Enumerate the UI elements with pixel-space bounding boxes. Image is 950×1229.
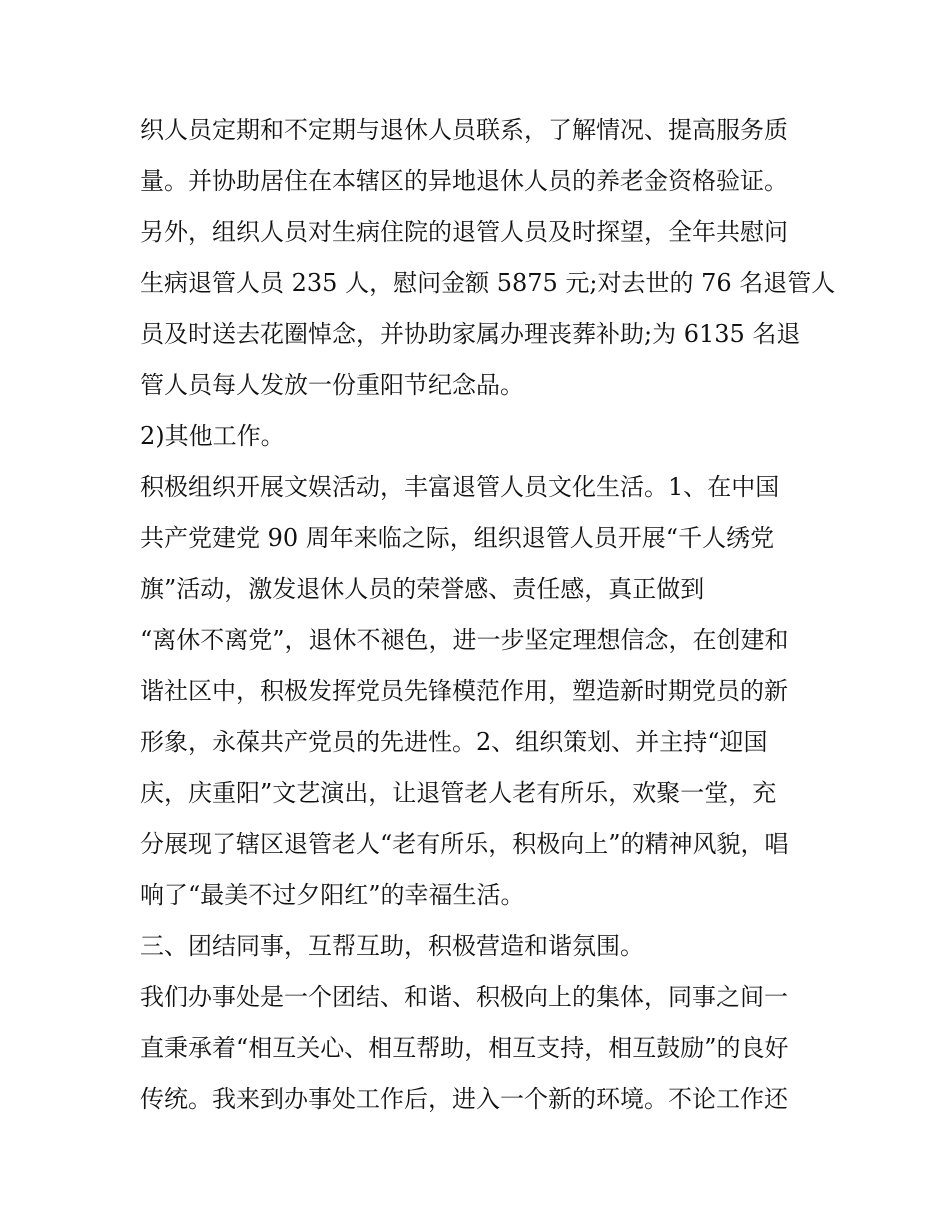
text-line-5: 员及时送去花圈悼念，并协助家属办理丧葬补助;为 6135 名退 bbox=[140, 320, 801, 348]
text-line-10: 旗”活动，激发退休人员的荣誉感、责任感，真正做到 bbox=[140, 575, 705, 603]
text-line-2: 量。并协助居住在本辖区的异地退休人员的养老金资格验证。 bbox=[140, 167, 788, 195]
text-line-18: 我们办事处是一个团结、和谐、积极向上的集体，同事之间一 bbox=[140, 983, 788, 1011]
text-line-6: 管人员每人发放一份重阳节纪念品。 bbox=[140, 371, 524, 399]
text-line-20: 传统。我来到办事处工作后，进入一个新的环境。不论工作还 bbox=[140, 1085, 788, 1113]
text-line-1: 织人员定期和不定期与退休人员联系，了解情况、提高服务质 bbox=[140, 116, 788, 144]
text-line-16: 响了“最美不过夕阳红”的幸福生活。 bbox=[140, 881, 525, 909]
text-line-19: 直秉承着“相互关心、相互帮助，相互支持，相互鼓励”的良好 bbox=[140, 1034, 789, 1062]
text-line-13: 形象，永葆共产党员的先进性。2、组织策划、并主持“迎国 bbox=[140, 728, 768, 756]
section-heading-unity: 三、团结同事，互帮互助，积极营造和谐氛围。 bbox=[140, 932, 644, 960]
text-line-9: 共产党建党 90 周年来临之际，组织退管人员开展“千人绣党 bbox=[140, 524, 775, 552]
document-body bbox=[140, 105, 836, 1125]
text-line-3: 另外，组织人员对生病住院的退管人员及时探望，全年共慰问 bbox=[140, 218, 788, 246]
section-heading-other-work: 2)其他工作。 bbox=[140, 422, 285, 450]
text-line-4: 生病退管人员 235 人，慰问金额 5875 元;对去世的 76 名退管人 bbox=[140, 269, 836, 297]
text-line-14: 庆，庆重阳”文艺演出，让退管老人老有所乐，欢聚一堂，充 bbox=[140, 779, 777, 807]
text-line-12: 谐社区中，积极发挥党员先锋模范作用，塑造新时期党员的新 bbox=[140, 677, 788, 705]
text-line-11: “离休不离党”，退休不褪色，进一步坚定理想信念，在创建和 bbox=[140, 626, 789, 654]
text-line-8: 积极组织开展文娱活动，丰富退管人员文化生活。1、在中国 bbox=[140, 473, 780, 501]
text-line-15: 分展现了辖区退管老人“老有所乐，积极向上”的精神风貌，唱 bbox=[140, 830, 789, 858]
